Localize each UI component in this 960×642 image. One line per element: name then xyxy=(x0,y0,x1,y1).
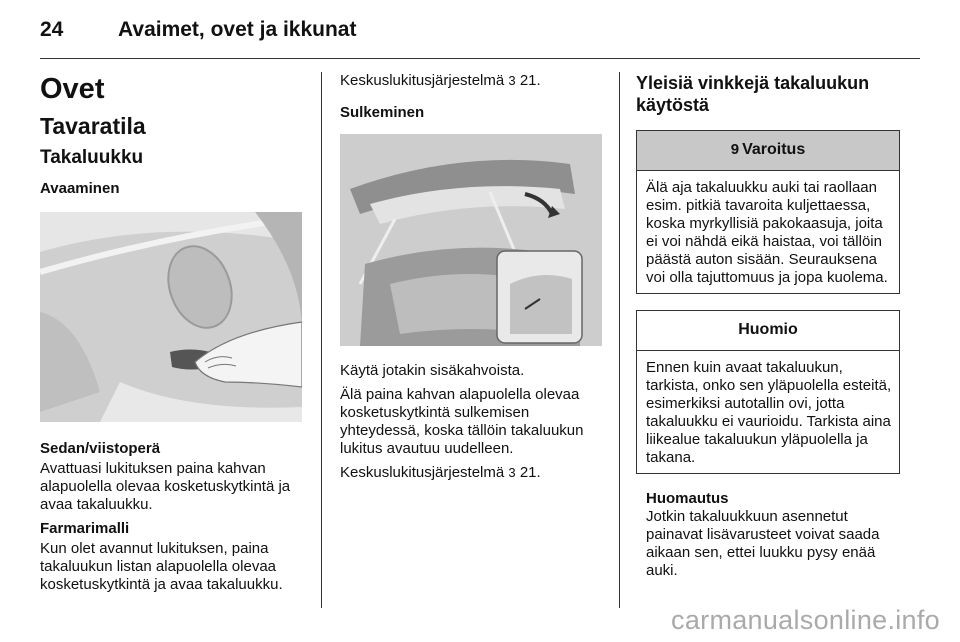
caution-title: Huomio xyxy=(637,311,899,351)
header-rule xyxy=(40,58,920,59)
column-2 xyxy=(340,72,602,488)
closing-p2: Älä paina kahvan alapuolella olevaa kosketuskytkintä sulkemisen yhteydessä, koska tällöin takaluukun lukitus avautuu uudelleen. xyxy=(340,386,584,457)
warning-icon: 9 xyxy=(730,141,740,158)
caution-text: Ennen kuin avaat takaluukun, tarkista, onko sen yläpuolella esteitä, esimerkiksi autotallin ovi, jotta takaluukku ei vaurioidu. Tarkista aina liikealue takaluukun yläpuolella ja takana. xyxy=(646,359,892,466)
page-number: 24 xyxy=(40,18,64,41)
sedan-heading: Sedan/viistoperä xyxy=(40,440,161,457)
topic-title: Takaluukku xyxy=(40,147,144,168)
wagon-text: Kun olet avannut lukituksen, paina takaluukun listan alapuolella olevaa kosketuskytkintä ja avaa takaluukku. xyxy=(40,540,283,593)
note-title: Huomautus xyxy=(646,490,729,507)
closing-p1: Käytä jotakin sisäkahvoista. xyxy=(340,362,525,379)
section-title: Ovet xyxy=(40,73,105,105)
sedan-text: Avattuasi lukituksen paina kahvan alapuolella olevaa kosketuskytkintä ja avaa takaluukku. xyxy=(40,460,291,513)
closing-heading: Sulkeminen xyxy=(340,104,425,121)
ref-arrow-icon: 3 xyxy=(508,465,516,480)
opening-illustration xyxy=(40,212,302,422)
chapter-title: Avaimet, ovet ja ikkunat xyxy=(118,18,357,41)
closing-illustration xyxy=(340,134,602,346)
column-divider-2 xyxy=(619,72,620,608)
ref-arrow-icon: 3 xyxy=(508,73,516,88)
caution-box xyxy=(636,310,900,474)
warning-text: Älä aja takaluukku auki tai raollaan esim. pitkiä tavaroita kuljettaessa, koska myrkyllisiä pakokaasuja, joita ei voi nähdä eikä haistaa, voi tällöin päästä auton sisään. Seurauksena voi olla tajuttomuus ja jopa kuolema. xyxy=(646,179,888,286)
warning-title: 9 Varoitus xyxy=(637,131,899,171)
note-block xyxy=(636,490,900,580)
subsection-title: Tavaratila xyxy=(40,113,146,139)
page-header xyxy=(40,18,356,42)
warning-box xyxy=(636,130,900,294)
column-divider-1 xyxy=(321,72,322,608)
note-text: Jotkin takaluukkuun asennetut painavat lisävarusteet voivat saada aikaan sen, ettei luukku pysy enää auki. xyxy=(646,508,880,579)
column-3 xyxy=(636,72,900,580)
wagon-heading: Farmarimalli xyxy=(40,520,130,537)
column-1 xyxy=(40,72,302,600)
tips-heading: Yleisiä vinkkejä takaluukun käytöstä xyxy=(636,73,870,115)
tailgate-closing-illustration xyxy=(340,134,602,346)
watermark: carmanualsonline.info xyxy=(671,605,940,635)
tailgate-handle-illustration xyxy=(40,212,302,422)
cross-reference: Keskuslukitusjärjestelmä 3 21. xyxy=(340,72,541,89)
opening-heading: Avaaminen xyxy=(40,180,120,197)
cross-reference-2: Keskuslukitusjärjestelmä 3 21. xyxy=(340,464,541,481)
